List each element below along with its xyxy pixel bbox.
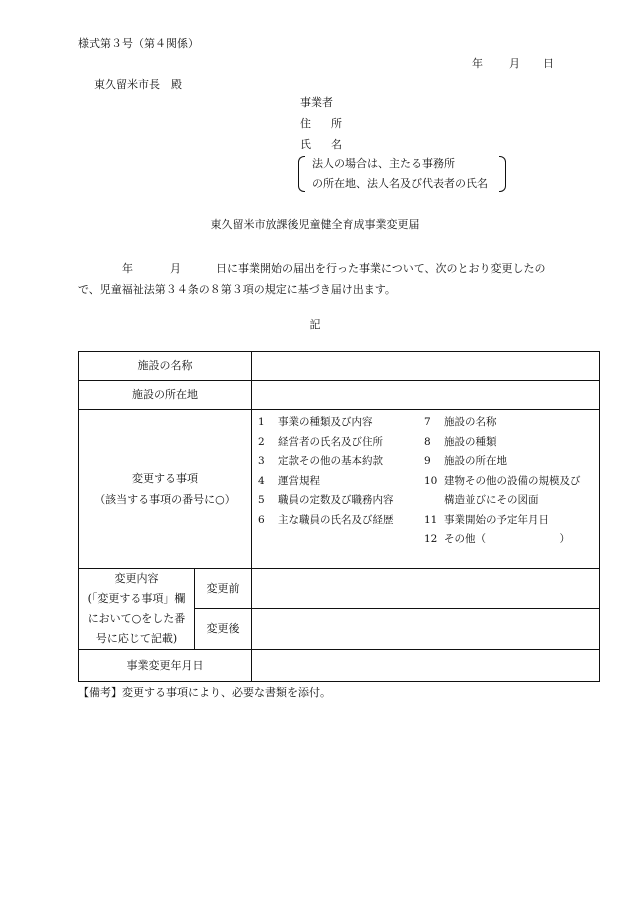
after-label: 変更後 <box>195 609 252 650</box>
body-text-2: で、児童福祉法第３４条の８第３項の規定に基づき届け出ます。 <box>78 283 396 296</box>
date-row <box>472 57 554 70</box>
items-right-column <box>424 416 604 553</box>
items-left-column <box>258 416 424 553</box>
document-title: 東久留米市放課後児童健全育成事業変更届 <box>210 218 420 231</box>
change-content-label: 変更内容 (「変更する事項」欄 において○をした番 号に応じて記載) <box>79 569 195 650</box>
list-item[interactable]: 4 運営規程 <box>258 474 320 487</box>
list-item[interactable]: 9 施設の所在地 <box>424 455 507 467</box>
list-item-continuation: 構造並びにその図面 <box>444 494 539 506</box>
list-item[interactable]: 3 定款その他の基本約款 <box>258 455 383 467</box>
address-label: 住所 <box>300 117 362 130</box>
date-month: 月 <box>509 57 520 70</box>
form-number: 様式第３号（第４関係） <box>78 37 199 50</box>
body-year: 年 <box>122 262 133 275</box>
body-month: 月 <box>170 262 181 275</box>
list-item[interactable]: 1 事業の種類及び内容 <box>258 416 373 428</box>
list-item[interactable]: 10 建物その他の設備の規模及び <box>424 474 581 487</box>
before-label: 変更前 <box>195 569 252 609</box>
before-field[interactable] <box>252 569 600 609</box>
name-label: 氏名 <box>300 138 362 151</box>
list-item[interactable]: 5 職員の定数及び職務内容 <box>258 494 394 506</box>
applicant-block <box>300 96 362 159</box>
note-line-1: 法人の場合は、主たる事務所 <box>312 157 455 170</box>
change-items-list[interactable] <box>252 410 600 569</box>
after-field[interactable] <box>252 609 600 650</box>
applicant-heading: 事業者 <box>300 96 333 109</box>
list-item[interactable]: 8 施設の種類 <box>424 435 497 448</box>
note-line-2: の所在地、法人名及び代表者の氏名 <box>312 177 488 190</box>
date-year: 年 <box>472 57 483 70</box>
corporation-note <box>298 156 506 192</box>
change-form-table <box>78 351 600 682</box>
list-item[interactable]: 2 経営者の氏名及び住所 <box>258 435 383 448</box>
facility-name-label: 施設の名称 <box>79 352 252 381</box>
body-text-1: 日に事業開始の届出を行った事業について、次のとおり変更したの <box>216 262 546 275</box>
list-item[interactable]: 12 その他（ ） <box>424 533 570 545</box>
addressee: 東久留米市長 殿 <box>94 78 182 91</box>
list-item[interactable]: 6 主な職員の氏名及び経歴 <box>258 513 394 526</box>
list-item[interactable]: 7 施設の名称 <box>424 416 497 428</box>
facility-name-field[interactable] <box>252 352 600 381</box>
footnote: 【備考】変更する事項により、必要な書類を添付。 <box>78 686 331 699</box>
change-items-label: 変更する事項 <box>132 471 198 485</box>
change-items-sub: （該当する事項の番号に○） <box>94 493 236 506</box>
body-text <box>78 258 558 300</box>
ki-mark: 記 <box>309 318 321 331</box>
change-items-label-cell <box>79 410 252 569</box>
facility-location-field[interactable] <box>252 381 600 410</box>
change-date-field[interactable] <box>252 650 600 682</box>
change-date-label: 事業変更年月日 <box>79 650 252 682</box>
facility-location-label: 施設の所在地 <box>79 381 252 410</box>
date-day: 日 <box>543 57 554 70</box>
list-item[interactable]: 11 事業開始の予定年月日 <box>424 513 549 526</box>
